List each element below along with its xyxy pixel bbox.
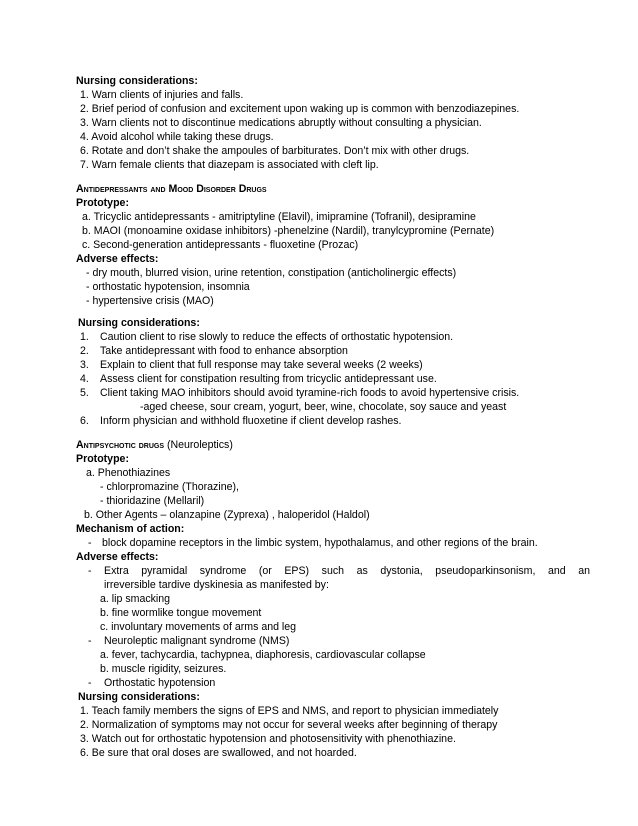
list-number: 1.: [80, 331, 89, 343]
list-item: 3. Watch out for orthostatic hypotension and photosensitivity with phenothiazine.: [80, 733, 456, 745]
list-item: b. muscle rigidity, seizures.: [100, 663, 227, 675]
list-item: c. Second-generation antidepressants - fluoxetine (Prozac): [82, 239, 359, 251]
list-item: b. Other Agents – olanzapine (Zyprexa) , haloperidol (Haldol): [84, 509, 370, 521]
list-text: Assess client for constipation resulting from tricyclic antidepressant use.: [100, 373, 437, 385]
list-item: [80, 373, 437, 386]
list-text: Take antidepressant with food to enhance absorption: [100, 345, 348, 357]
section-heading: Nursing considerations:: [78, 691, 200, 703]
list-item: 6. Be sure that oral doses are swallowed, and not hoarded.: [80, 747, 357, 759]
list-item: - chlorpromazine (Thorazine),: [100, 481, 239, 493]
list-item: a. Tricyclic antidepressants - amitriptyline (Elavil), imipramine (Tofranil), desipramine: [82, 211, 476, 223]
list-item: [80, 387, 519, 400]
list-item: a. fever, tachycardia, tachypnea, diaphoresis, cardiovascular collapse: [100, 649, 426, 661]
list-number: 3.: [80, 359, 89, 371]
list-number: 2.: [80, 345, 89, 357]
list-item: a. lip smacking: [100, 593, 171, 605]
list-item: b. fine wormlike tongue movement: [100, 607, 262, 619]
list-item: 2. Normalization of symptoms may not occur for several weeks after beginning of therapy: [80, 719, 498, 731]
list-item: [80, 345, 348, 358]
list-item: - orthostatic hypotension, insomnia: [86, 281, 250, 293]
list-item: 6. Rotate and don’t shake the ampoules of barbiturates. Don’t mix with other drugs.: [80, 145, 470, 157]
list-dash: -: [88, 677, 92, 689]
list-text: irreversible tardive dyskinesia as manifested by:: [104, 579, 329, 591]
section-heading: Adverse effects:: [76, 551, 159, 563]
section-title: Antidepressants and Mood Disorder Drugs: [76, 183, 267, 195]
list-text: Explain to client that full response may take several weeks (2 weeks): [100, 359, 423, 371]
list-item: [88, 537, 538, 550]
section-heading: Adverse effects:: [76, 253, 159, 265]
list-item: 3. Warn clients not to discontinue medications abruptly without consulting a physician.: [80, 117, 482, 129]
list-text: Client taking MAO inhibitors should avoid tyramine-rich foods to avoid hypertensive crisis.: [100, 387, 520, 399]
list-text: Extra pyramidal syndrome (or EPS) such as dystonia, pseudoparkinsonism, and an: [104, 565, 590, 577]
list-item: 2. Brief period of confusion and excitement upon waking up is common with benzodiazepines.: [80, 103, 520, 115]
list-item: 4. Avoid alcohol while taking these drugs.: [80, 131, 274, 143]
list-dash: -: [88, 635, 92, 647]
list-dash: -: [88, 565, 92, 577]
list-text: -aged cheese, sour cream, yogurt, beer, wine, chocolate, soy sauce and yeast: [140, 401, 507, 413]
list-number: 4.: [80, 373, 89, 385]
list-item: a. Phenothiazines: [86, 467, 171, 479]
list-number: 5.: [80, 387, 89, 399]
list-item: - thioridazine (Mellaril): [100, 495, 205, 507]
section-heading: Nursing considerations:: [78, 317, 200, 329]
list-item: b. MAOI (monoamine oxidase inhibitors) -phenelzine (Nardil), tranylcypromine (Pernate): [82, 225, 495, 237]
list-number: 6.: [80, 415, 89, 427]
section-heading: Nursing considerations:: [76, 75, 198, 87]
list-item: - dry mouth, blurred vision, urine retention, constipation (anticholinergic effects): [86, 267, 457, 279]
section-heading: Prototype:: [76, 453, 129, 465]
list-text: block dopamine receptors in the limbic system, hypothalamus, and other regions of the brain.: [102, 537, 538, 549]
list-item: [140, 401, 506, 414]
list-item: 7. Warn female clients that diazepam is associated with cleft lip.: [80, 159, 379, 171]
list-item: 1. Teach family members the signs of EPS and NMS, and report to physician immediately: [80, 705, 499, 717]
section-heading: Mechanism of action:: [76, 523, 185, 535]
list-text: Caution client to rise slowly to reduce the effects of orthostatic hypotension.: [100, 331, 454, 343]
list-item: c. involuntary movements of arms and leg: [100, 621, 297, 633]
list-item: [80, 359, 423, 372]
section-heading: Prototype:: [76, 197, 129, 209]
list-item: - hypertensive crisis (MAO): [86, 295, 214, 307]
list-text: Orthostatic hypotension: [104, 677, 216, 689]
list-item: [80, 415, 402, 428]
list-text: Inform physician and withhold fluoxetine if client develop rashes.: [100, 415, 402, 427]
section-title-suffix: (Neuroleptics): [164, 439, 233, 451]
list-item: [80, 331, 453, 344]
list-item: 1. Warn clients of injuries and falls.: [80, 89, 244, 101]
section-title: [76, 439, 233, 452]
list-text: Neuroleptic malignant syndrome (NMS): [104, 635, 290, 647]
section-title-text: Antipsychotic drugs: [76, 439, 164, 451]
list-dash: -: [88, 537, 92, 549]
